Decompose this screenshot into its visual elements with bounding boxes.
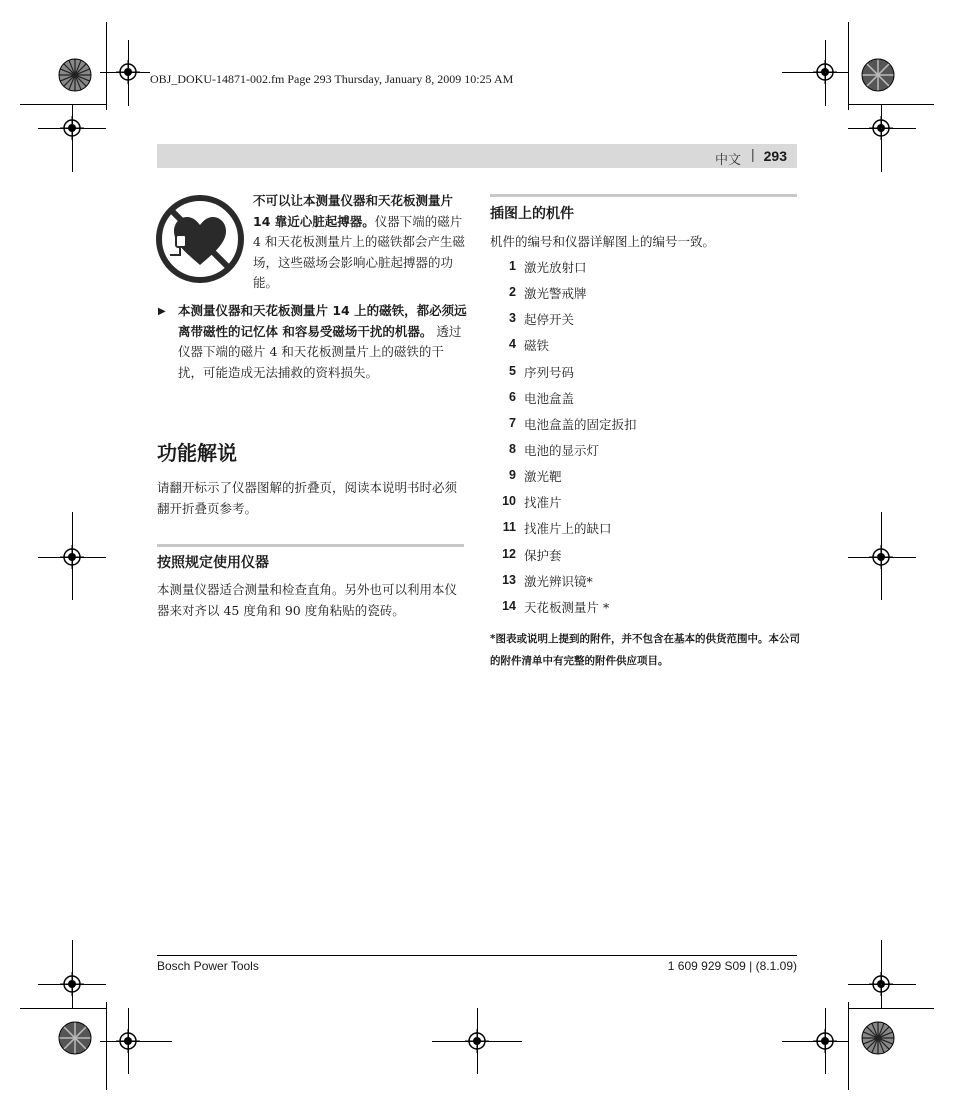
intended-use-title: 按照规定使用仪器 [157,555,269,571]
parts-list-item [490,493,797,519]
part-label: 激光辨识镜* [524,573,593,589]
parts-list-item [490,336,797,362]
magnet-warning-bold: 本测量仪器和天花板测量片 14 上的磁铁，都必须远离带磁性的记忆体 和容易受磁场干扰的机器。 [178,303,467,339]
part-label: 电池盒盖的固定扳扣 [524,416,637,432]
part-number: 14 [502,598,516,613]
parts-list-item [490,258,797,284]
parts-list-item [490,389,797,415]
part-number: 12 [502,546,516,561]
part-label: 保护套 [524,547,562,563]
part-number: 7 [509,415,516,430]
registration-crosshair-icon [60,545,84,569]
bullet-arrow-icon: ▶ [158,306,166,317]
magnet-warning-text: 透过仪器下端的磁片 4 和天花板测量片上的磁铁的干扰，可能造成无法捕救的资料损失。 [178,323,462,380]
part-number: 11 [502,520,516,535]
part-number: 3 [509,311,516,326]
parts-list-item [490,546,797,572]
function-section-body: 请翻开标示了仪器图解的折叠页，阅读本说明书时必须翻开折叠页参考。 [157,480,458,516]
part-label: 找准片上的缺口 [524,521,612,537]
magnet-warning [178,301,468,383]
registration-crosshair-icon [116,60,140,84]
parts-list-item [490,467,797,493]
pacemaker-warning-text: 仪器下端的磁片 4 和天花板测量片上的磁铁都会产生磁场，这些磁场会影响心脏起搏器的功能。 [253,213,465,290]
registration-crosshair-icon [813,60,837,84]
parts-list [490,258,797,624]
registration-crosshair-icon [869,545,893,569]
parts-list-item [490,572,797,598]
part-number: 5 [509,363,516,378]
header-separator: | [750,148,755,163]
page-header [157,144,797,168]
pacemaker-warning [253,191,468,294]
accessory-footnote: *图表或说明上提到的附件，并不包含在基本的供货范围中。本公司的附件清单中有完整的附件供应项目。 [490,633,800,667]
pacemaker-warning-bold: 不可以让本测量仪器和天花板测量片 14 靠近心脏起搏器。 [253,193,454,229]
part-label: 磁铁 [524,338,550,354]
part-label: 找准片 [524,495,562,511]
part-number: 8 [509,441,516,456]
part-label: 激光警戒牌 [524,286,587,302]
part-number: 6 [509,389,516,404]
part-label: 激光放射口 [524,260,587,275]
registration-crosshair-icon [869,972,893,996]
parts-list-item [490,519,797,545]
part-label: 电池的显示灯 [524,442,600,458]
parts-section-title: 插图上的机件 [490,206,574,222]
section-divider [157,544,464,547]
registration-crosshair-icon [60,116,84,140]
part-number: 9 [509,468,516,483]
registration-crosshair-icon [116,1029,140,1053]
parts-list-item [490,363,797,389]
part-label: 序列号码 [524,364,575,380]
footer-doc-number: 1 609 929 S09 | (8.1.09) [667,959,797,973]
parts-list-item [490,310,797,336]
registration-crosshair-icon [869,116,893,140]
parts-list-item [490,284,797,310]
parts-list-item [490,441,797,467]
part-label: 激光靶 [524,469,562,485]
registration-star-icon [861,58,895,92]
part-number: 1 [509,259,516,273]
footer-rule [157,955,797,956]
intended-use-body: 本测量仪器适合测量和检查直角。另外也可以利用本仪器来对齐以 45 度角和 90 度角粘贴的瓷砖。 [157,582,458,618]
footer-brand: Bosch Power Tools [157,959,259,973]
part-label: 天花板测量片 * [524,599,610,615]
registration-star-icon [58,58,92,92]
part-number: 13 [502,572,516,587]
registration-crosshair-icon [813,1029,837,1053]
part-number: 10 [502,494,516,509]
parts-list-item [490,415,797,441]
registration-crosshair-icon [60,972,84,996]
registration-star-icon [58,1021,92,1055]
part-label: 电池盒盖 [524,390,575,406]
parts-list-item [490,598,797,624]
function-section-title: 功能解说 [157,441,237,465]
registration-crosshair-icon [465,1029,489,1053]
no-pacemaker-icon [156,195,244,283]
parts-intro: 机件的编号和仪器详解图上的编号一致。 [490,234,716,249]
part-number: 2 [509,285,516,300]
section-divider [490,194,797,197]
header-language: 中文 [714,153,741,168]
part-number: 4 [509,337,516,352]
part-label: 起停开关 [524,312,575,328]
registration-star-icon [861,1021,895,1055]
page-number: 293 [763,148,787,164]
print-info-line: OBJ_DOKU-14871-002.fm Page 293 Thursday, January 8, 2009 10:25 AM [150,72,514,86]
